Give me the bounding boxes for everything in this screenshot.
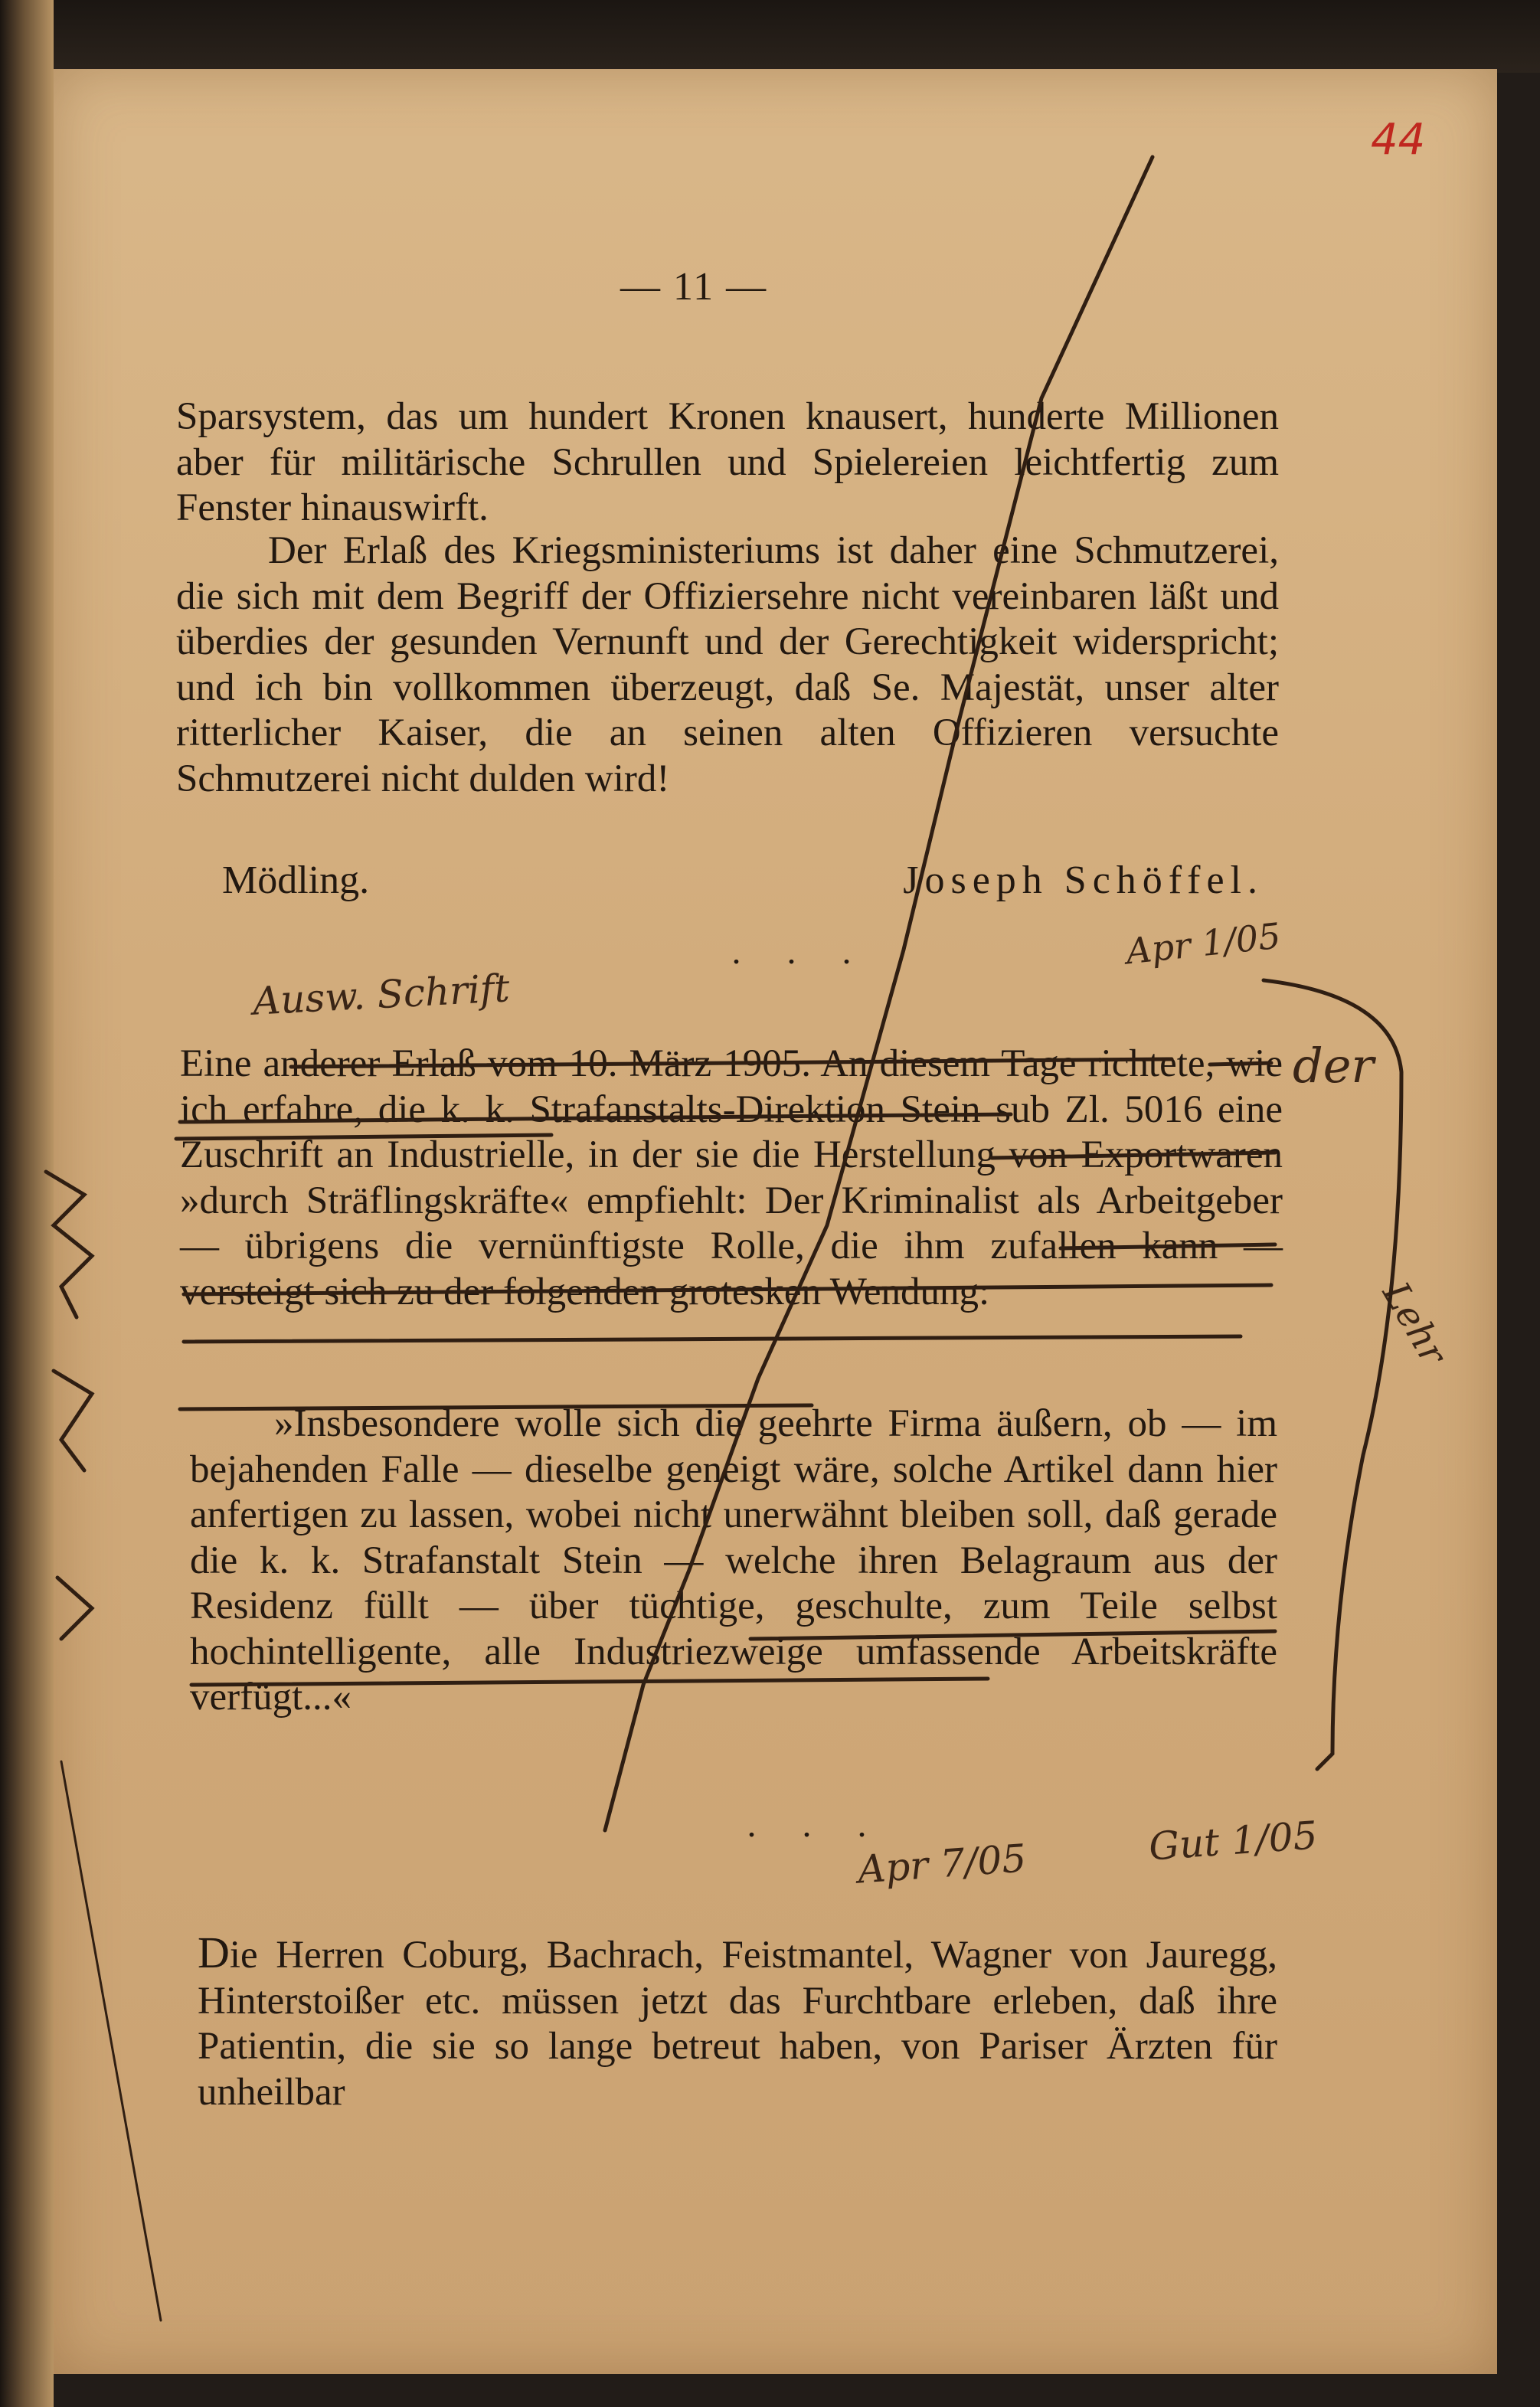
paragraph-sparsystem: Sparsystem, das um hundert Kronen knausert, hunderte Millionen aber für militärische Schrullen und Spielereien leichtfertig zum Fenster hinauswirft. [176, 395, 1279, 529]
handwritten-date-bottom-right: Gut 1/05 [1147, 1813, 1319, 1869]
paragraph-strafanstalt: Eine anderer Erlaß vom 10. März 1905. An diesem Tage richtete, wie ich erfahre, die k. k. Strafanstalts-Direktion Stein sub Zl. 5016 eine Zuschrift an Industrielle, in der sie die Herstellung von Exportwaren »durch Sträflingskräfte« empfiehlt: Der Kriminalist als Arbeitgeber — übrigens die vernünftigste Rolle, die ihm zufallen kann — versteigt sich zu der folgenden grotesken Wendung: [180, 1042, 1283, 1313]
signature-place: Mödling. [222, 858, 370, 902]
handwritten-date-bottom-mid: Apr 7/05 [856, 1836, 1028, 1892]
section-separator: . . . [747, 1804, 885, 1845]
page-number: — 11 — [620, 265, 768, 309]
signature-author: Joseph Schöffel. [903, 858, 1264, 902]
handwritten-date-top: Apr 1/05 [1123, 914, 1283, 973]
handwritten-der: der [1293, 1038, 1375, 1094]
handwritten-note-left: Ausw. Schrift [251, 966, 511, 1024]
paragraph-herren-text: ie Herren Coburg, Bachrach, Feistmantel, Wagner von Jauregg, Hinterstoißer etc. müssen jetzt das Furchtbare erleben, daß ihre Patientin, die sie so lange betreut haben, von Pariser Ärzten für unheilbar [198, 1934, 1277, 2114]
paragraph-herren [198, 1930, 1277, 2115]
paragraph-quote: »Insbesondere wolle sich die geehrte Firma äußern, ob — im bejahenden Falle — dieselbe geneigt wäre, solche Artikel dann hier anfertigen zu lassen, wobei nicht unerwähnt bleiben soll, daß gerade die k. k. Strafanstalt Stein — welche ihren Belagraum aus der Residenz füllt — über tüchtige, geschulte, zum Teile selbst hochintelligente, alle Industriezweige umfassende Arbeitskräfte verfügt...« [190, 1402, 1277, 1719]
signature-line [222, 858, 1264, 903]
section-separator: . . . [731, 931, 870, 972]
handwritten-margin-right: Lehr [1374, 1274, 1455, 1372]
folio-number: 44 [1371, 115, 1426, 165]
paragraph-erlass: Der Erlaß des Kriegsministeriums ist daher eine Schmutzerei, die sich mit dem Begriff der Offiziersehre nicht vereinbaren läßt und überdies der gesunden Vernunft und der Gerechtigkeit widerspricht; und ich bin vollkommen überzeugt, daß Se. Majestät, unser alter ritterlicher Kaiser, die an seinen alten Offizieren versuchte Schmutzerei nicht dulden wird! [176, 529, 1279, 800]
scan-background-top [0, 0, 1540, 73]
drop-cap: D [198, 1928, 230, 1977]
scan-background-left [0, 0, 54, 2407]
